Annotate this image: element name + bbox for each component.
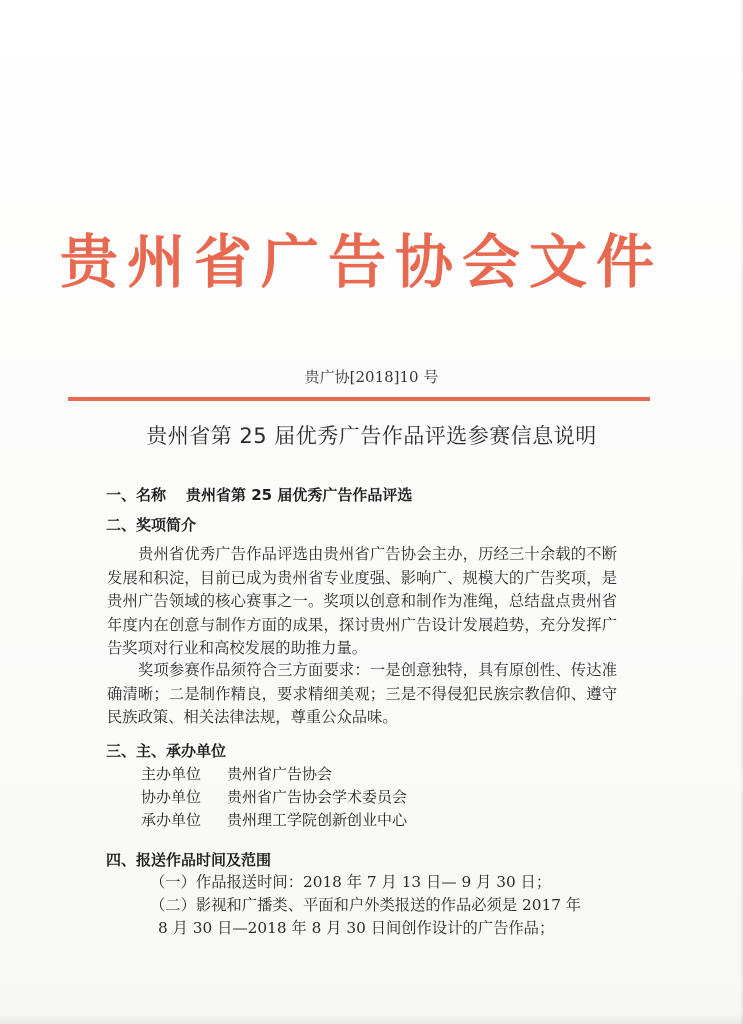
- document-masthead: 贵州省广告协会文件: [60, 228, 664, 296]
- undertaker-row: [141, 809, 407, 830]
- item-1-number: （一）: [150, 873, 196, 891]
- red-divider-line: [68, 397, 650, 401]
- document-number: 贵广协[2018]10 号: [304, 368, 439, 386]
- section-4-heading: 四、报送作品时间及范围: [106, 851, 272, 869]
- section-4-item-1: [150, 871, 610, 894]
- section-1-value: 贵州省第 25 届优秀广告作品评选: [186, 486, 413, 504]
- section-1-label: 一、名称: [106, 486, 167, 504]
- organizer-name: 贵州省广告协会: [227, 765, 333, 783]
- section-1-heading: [106, 484, 412, 505]
- organizer-row: [141, 763, 332, 784]
- section-3-heading: 三、主、承办单位: [106, 742, 227, 760]
- item-2-number: （二）: [150, 896, 196, 914]
- item-1-text: 作品报送时间：2018 年 7 月 13 日— 9 月 30 日；: [195, 873, 552, 891]
- undertaker-name: 贵州理工学院创新创业中心: [227, 811, 408, 829]
- item-2-continuation: 8 月 30 日—2018 年 8 月 30 日间创作设计的广告作品；: [158, 919, 555, 937]
- section-2-paragraph-2: 奖项参赛作品须符合三方面要求：一是创意独特，具有原创性、传达准确清晰；二是制作精良，要求精细美观；三是不得侵犯民族宗教信仰、遵守民族政策、相关法律法规，尊重公众品味。: [107, 661, 617, 726]
- scan-bottom-shadow: [0, 1014, 743, 1024]
- section-2-paragraph-1: 贵州省优秀广告作品评选由贵州省广告协会主办，历经三十余载的不断发展和积淀，目前已成为贵州省专业度强、影响广、规模大的广告奖项，是贵州广告领域的核心赛事之一。奖项以创意和制作为准绳，总结盘点贵州省年度内在创意与制作方面的成果，探讨贵州广告设计发展趋势，充分发挥广告奖项对行业和高校发展的助推力量。: [107, 545, 617, 657]
- section-4-item-2: [150, 894, 610, 940]
- section-2-heading: 二、奖项简介: [106, 516, 197, 534]
- co-organizer-role: 协办单位: [141, 788, 202, 806]
- organizer-role: 主办单位: [141, 765, 202, 783]
- co-organizer-row: [141, 786, 407, 807]
- co-organizer-name: 贵州省广告协会学术委员会: [227, 788, 408, 806]
- item-2-text: 影视和广播类、平面和户外类报送的作品必须是 2017 年: [195, 896, 582, 914]
- document-title: 贵州省第 25 届优秀广告作品评选参赛信息说明: [146, 424, 597, 448]
- undertaker-role: 承办单位: [141, 811, 202, 829]
